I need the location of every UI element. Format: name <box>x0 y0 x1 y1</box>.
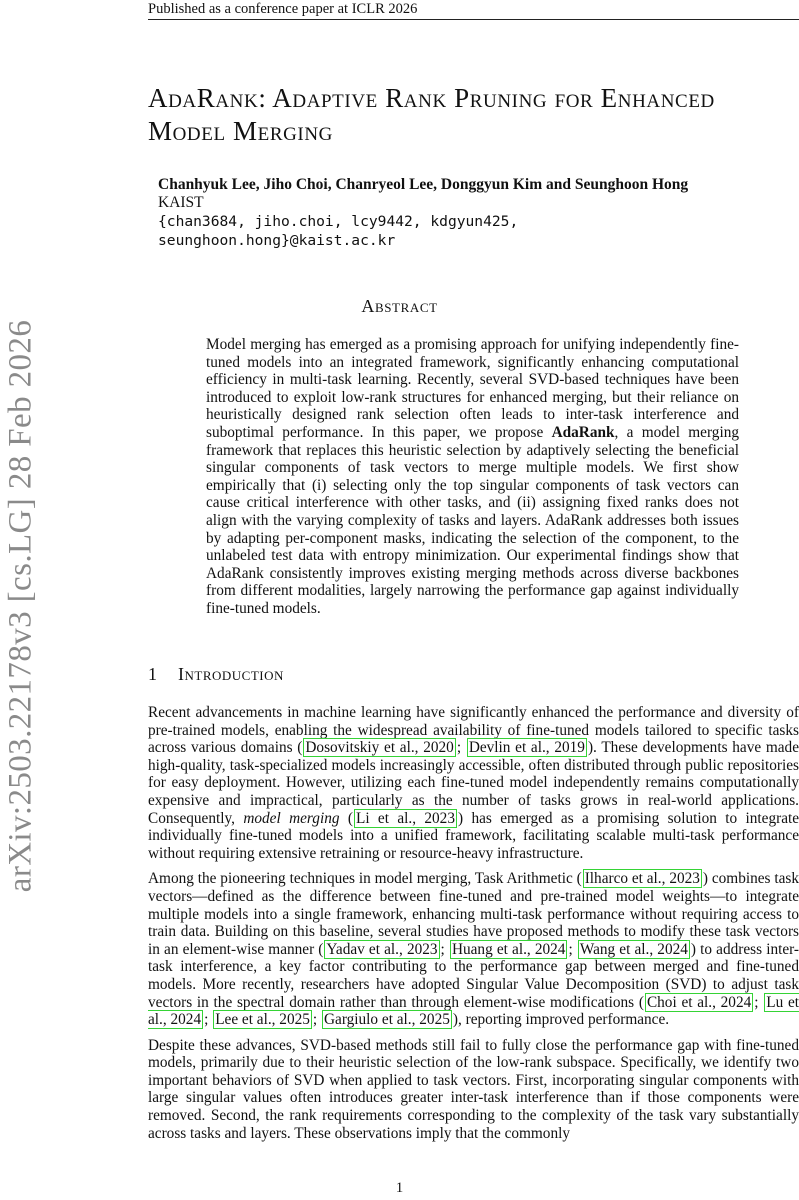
affiliation: KAIST <box>158 194 204 211</box>
section-title: Introduction <box>178 664 284 684</box>
arxiv-identifier: arXiv:2503.22178v3 [cs.LG] 28 Feb 2026 <box>2 319 39 893</box>
text-run: ; <box>456 739 466 757</box>
author-emails <box>158 212 618 250</box>
text-run: ( <box>339 809 353 827</box>
text-run: ) combines task vectors—defined as the difference between fine-tuned and pre-trained model weights—to integrate multiple models into a single framework, enhancing multi-task performance without requiring access to train data. Building on this baseline, several studies have proposed methods to modify these task vectors in an element-wise manner ( <box>148 870 799 958</box>
text-run: ; <box>568 940 577 958</box>
text-run: Among the pioneering techniques in model merging, Task Arithmetic ( <box>148 870 582 888</box>
text-run: ) to address inter-task interference, a key factor contributing to the performance gap between merged and fine-tuned models. More recently, researchers have adopted Singular Value Decomposition (SVD) to adjust task vectors in the spectral domain rather than through element-wise modifications ( <box>148 940 799 1011</box>
text-run: ; <box>204 1011 213 1029</box>
section-number: 1 <box>148 664 158 684</box>
section-heading-introduction <box>148 664 284 685</box>
intro-paragraph-1 <box>148 704 799 862</box>
text-run: ; <box>440 940 449 958</box>
email-line-2: seunghoon.hong}@kaist.ac.kr <box>158 232 396 249</box>
intro-paragraph-2 <box>148 870 799 1028</box>
citation-link[interactable]: Huang et al., 2024 <box>451 940 566 958</box>
citation-link[interactable]: Gargiulo et al., 2025 <box>323 1011 450 1029</box>
citation-link[interactable]: Choi et al., 2024 <box>646 993 752 1011</box>
text-run: ). These developments have made high-quality, task-specialized models increasingly accessible, often distributed through public repositories for easy deployment. However, utilizing each fine-tuned model independently remains computationally expensive and impractical, particularly as the number of tasks grows in real-world applications. Consequently, <box>148 739 799 827</box>
text-run: ; <box>312 1011 321 1029</box>
method-name: AdaRank <box>551 423 615 441</box>
text-run: ) has emerged as a promising solution to integrate individually fine-tuned models into a unified framework, facilitating scalable multi-task performance without requiring extensive retraining or resource-heavy infrastructure. <box>148 809 799 862</box>
abstract-heading: Abstract <box>361 296 438 316</box>
citation-link[interactable]: Li et al., 2023 <box>355 809 455 827</box>
text-run: Recent advancements in machine learning have significantly enhanced the performance and diversity of pre-trained models, enabling the widespread availability of fine-tuned models tailored to specific tasks across various domains ( <box>148 704 799 757</box>
citation-link[interactable]: Devlin et al., 2019 <box>468 739 585 757</box>
intro-paragraph-3: Despite these advances, SVD-based methods still fail to fully close the performance gap with fine-tuned models, primarily due to their heuristic selection of the low-rank subspace. Specifically, we identify two important behaviors of SVD when applied to task vectors. First, incorporating singular components with large singular values often introduces greater inter-task interference than if those components were removed. Second, the rank requirements corresponding to the complexity of the task vary substantially across tasks and layers. These observations imply that the commonly <box>148 1036 799 1142</box>
page-number: 1 <box>395 1180 404 1196</box>
emphasis-term: model merging <box>243 809 340 827</box>
arxiv-sidebar <box>0 0 40 1200</box>
citation-link[interactable]: Dosovitskiy et al., 2020 <box>305 739 454 757</box>
author-list: Chanhyuk Lee, Jiho Choi, Chanryeol Lee, Donggyun Kim and Seunghoon Hong <box>158 176 689 193</box>
text-run: ; <box>754 993 764 1011</box>
citation-link[interactable]: Yadav et al., 2023 <box>326 940 438 958</box>
citation-link[interactable]: Lu et al., 2024 <box>148 993 799 1029</box>
abstract-text-1: Model merging has emerged as a promising approach for unifying independently fine-tuned models into an integrated framework, significantly enhancing computational efficiency in multi-task learning. Recently, several SVD-based techniques have been introduced to exploit low-rank structures for enhanced merging, but their reliance on heuristically designed rank selection often leads to inter-task interference and suboptimal performance. In this paper, we propose <box>206 336 739 441</box>
email-line-1: {chan3684, jiho.choi, lcy9442, kdgyun425, <box>158 213 519 230</box>
abstract-body <box>206 336 739 618</box>
header-rule <box>148 19 799 20</box>
citation-link[interactable]: Wang et al., 2024 <box>579 940 688 958</box>
citation-link[interactable]: Ilharco et al., 2023 <box>584 870 700 888</box>
text-run: ), reporting improved performance. <box>452 1011 670 1029</box>
paper-title: AdaRank: Adaptive Rank Pruning for Enhanced Model Merging <box>148 83 715 146</box>
introduction-body <box>148 704 799 1150</box>
abstract-text-2: , a model merging framework that replaces this heuristic selection by adaptively selecting the beneficial singular components of task vectors to merge multiple models. We first show empirically that (i) selecting only the top singular components of task vectors can cause critical interference with other tasks, and (ii) assigning fixed ranks does not align with the varying complexity of tasks and layers. AdaRank addresses both issues by adapting per-component masks, indicating the selection of the component, to the unlabeled test data with entropy minimization. Our experimental findings show that AdaRank consistently improves existing merging methods across diverse backbones from different modalities, largely narrowing the performance gap against individually fine-tuned models. <box>206 423 739 617</box>
running-header: Published as a conference paper at ICLR 2026 <box>148 1 418 17</box>
citation-link[interactable]: Lee et al., 2025 <box>215 1011 310 1029</box>
